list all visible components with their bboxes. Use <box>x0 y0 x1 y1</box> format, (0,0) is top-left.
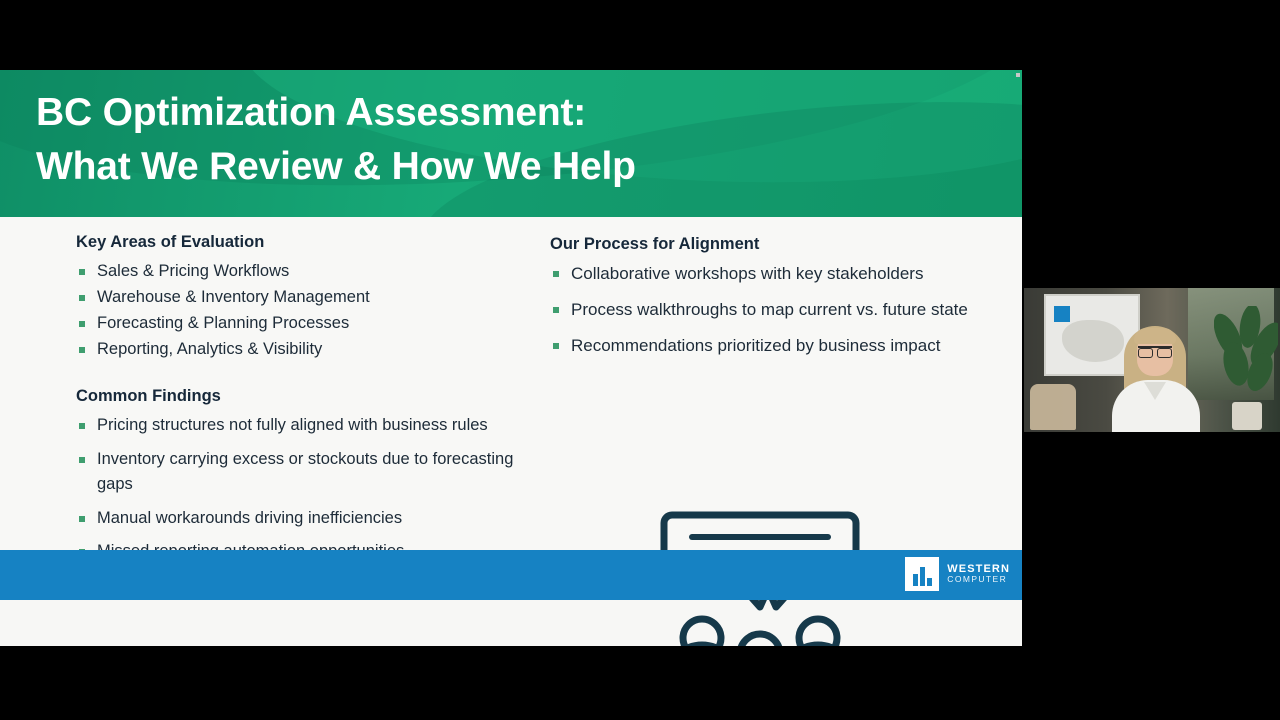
slide-title-line-2: What We Review & How We Help <box>36 144 636 188</box>
list-item: Forecasting & Planning Processes <box>76 311 546 336</box>
list-item: Reporting, Analytics & Visibility <box>76 337 546 362</box>
logo-wordmark-line-2: COMPUTER <box>947 574 1008 585</box>
right-content-column <box>550 235 990 368</box>
logo-wordmark-line-1: WESTERN <box>947 563 1010 576</box>
presenter-avatar <box>1110 320 1202 432</box>
wall-art-logo-icon <box>1054 306 1070 322</box>
presenter-video-tile[interactable] <box>1024 288 1280 432</box>
slide-footer-bar <box>0 550 1022 600</box>
presentation-slide <box>0 70 1022 646</box>
list-item: Collaborative workshops with key stakeholders <box>550 261 990 287</box>
slide-body <box>0 217 1022 600</box>
list-item: Sales & Pricing Workflows <box>76 259 546 284</box>
list-item: Manual workarounds driving inefficiencies <box>76 506 546 531</box>
glasses-icon <box>1138 346 1172 356</box>
background-chair <box>1030 384 1076 430</box>
list-item: Warehouse & Inventory Management <box>76 285 546 310</box>
background-plant <box>1214 306 1278 432</box>
presenter-fringe <box>1134 328 1176 344</box>
slide-header-banner <box>0 70 1022 217</box>
process-alignment-heading: Our Process for Alignment <box>550 235 760 253</box>
logo-wordmark <box>947 563 1010 585</box>
slide-title-line-1: BC Optimization Assessment: <box>36 91 587 134</box>
list-item: Pricing structures not fully aligned with business rules <box>76 413 546 438</box>
process-alignment-list <box>550 261 990 358</box>
logo-bars-icon <box>905 557 939 591</box>
slide-title <box>36 86 636 194</box>
key-areas-heading: Key Areas of Evaluation <box>76 233 265 251</box>
list-item: Recommendations prioritized by business impact <box>550 333 990 359</box>
list-item: Inventory carrying excess or stockouts due to forecasting gaps <box>76 447 546 497</box>
common-findings-heading: Common Findings <box>76 387 221 406</box>
list-item: Process walkthroughs to map current vs. future state <box>550 297 990 323</box>
key-areas-list <box>76 259 546 362</box>
western-computer-logo <box>905 557 1010 591</box>
corner-marker <box>1016 73 1020 77</box>
